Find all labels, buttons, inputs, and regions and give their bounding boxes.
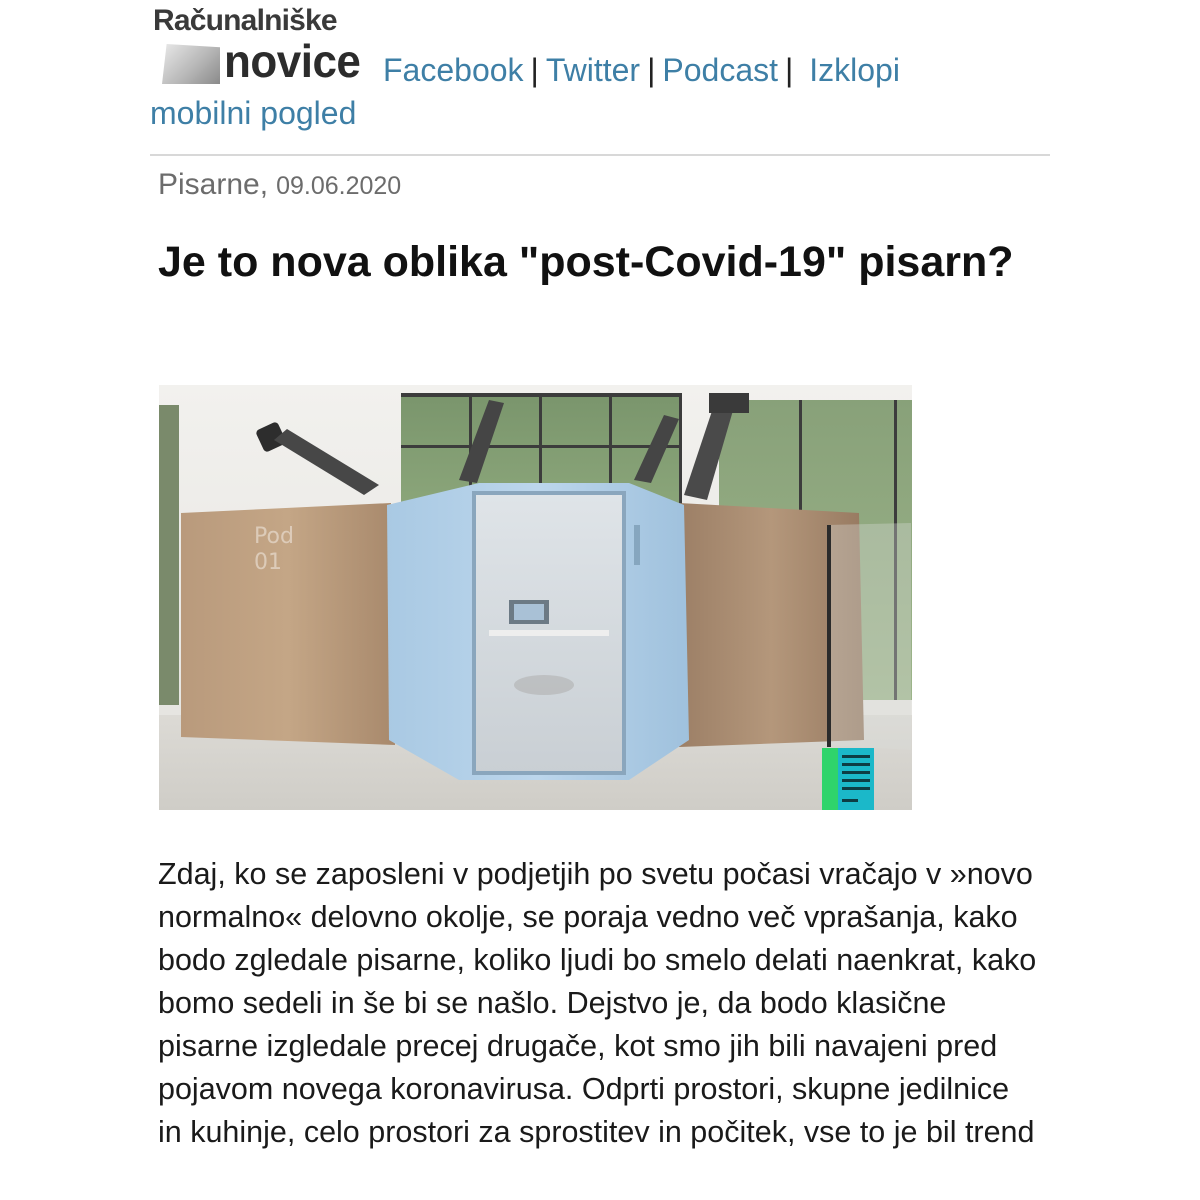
twitter-link[interactable]: Twitter — [545, 52, 641, 88]
logo-text-top: Računalniške — [153, 4, 337, 37]
article-meta — [158, 168, 401, 202]
header-divider — [150, 154, 1050, 156]
site-header — [150, 6, 1050, 134]
article-title: Je to nova oblika "post-Covid-19" pisarn? — [158, 238, 1014, 286]
mobile-view-toggle-link-continued[interactable]: mobilni pogled — [150, 95, 357, 131]
pod-label-text: Pod — [254, 524, 294, 549]
office-pods-photo — [159, 385, 912, 810]
article-date: 09.06.2020 — [276, 172, 402, 200]
pod-number-text: 01 — [254, 550, 282, 575]
mobile-view-toggle-link[interactable]: Izklopi — [809, 52, 900, 88]
article-hero-image — [159, 385, 912, 810]
nav-separator: | — [785, 52, 794, 88]
facebook-link[interactable]: Facebook — [383, 52, 524, 88]
nav-separator: | — [530, 52, 539, 88]
article-category[interactable]: Pisarne, — [158, 168, 269, 201]
site-logo[interactable] — [150, 6, 380, 86]
logo-graphic — [162, 44, 220, 84]
podcast-link[interactable]: Podcast — [662, 52, 779, 88]
article-body: Zdaj, ko se zaposleni v podjetjih po svetu počasi vračajo v »novo normalno« delovno okolje, se poraja vedno več vprašanja, kako bodo zgledale pisarne, koliko ljudi bo smelo delati naenkrat, kako bomo sedeli in še bi se našlo. Dejstvo je, da bodo klasične pisarne izgledale precej drugače, kot smo jih bili navajeni pred pojavom novega koronavirusa. Odprti prostori, skupne jedilnice in kuhinje, celo prostori za sprostitev in počitek, vse to je bil trend — [158, 857, 1037, 1149]
header-nav — [383, 51, 900, 89]
logo-text-bottom: novice — [224, 36, 361, 88]
header-nav-continued — [150, 94, 356, 132]
nav-separator: | — [647, 52, 656, 88]
